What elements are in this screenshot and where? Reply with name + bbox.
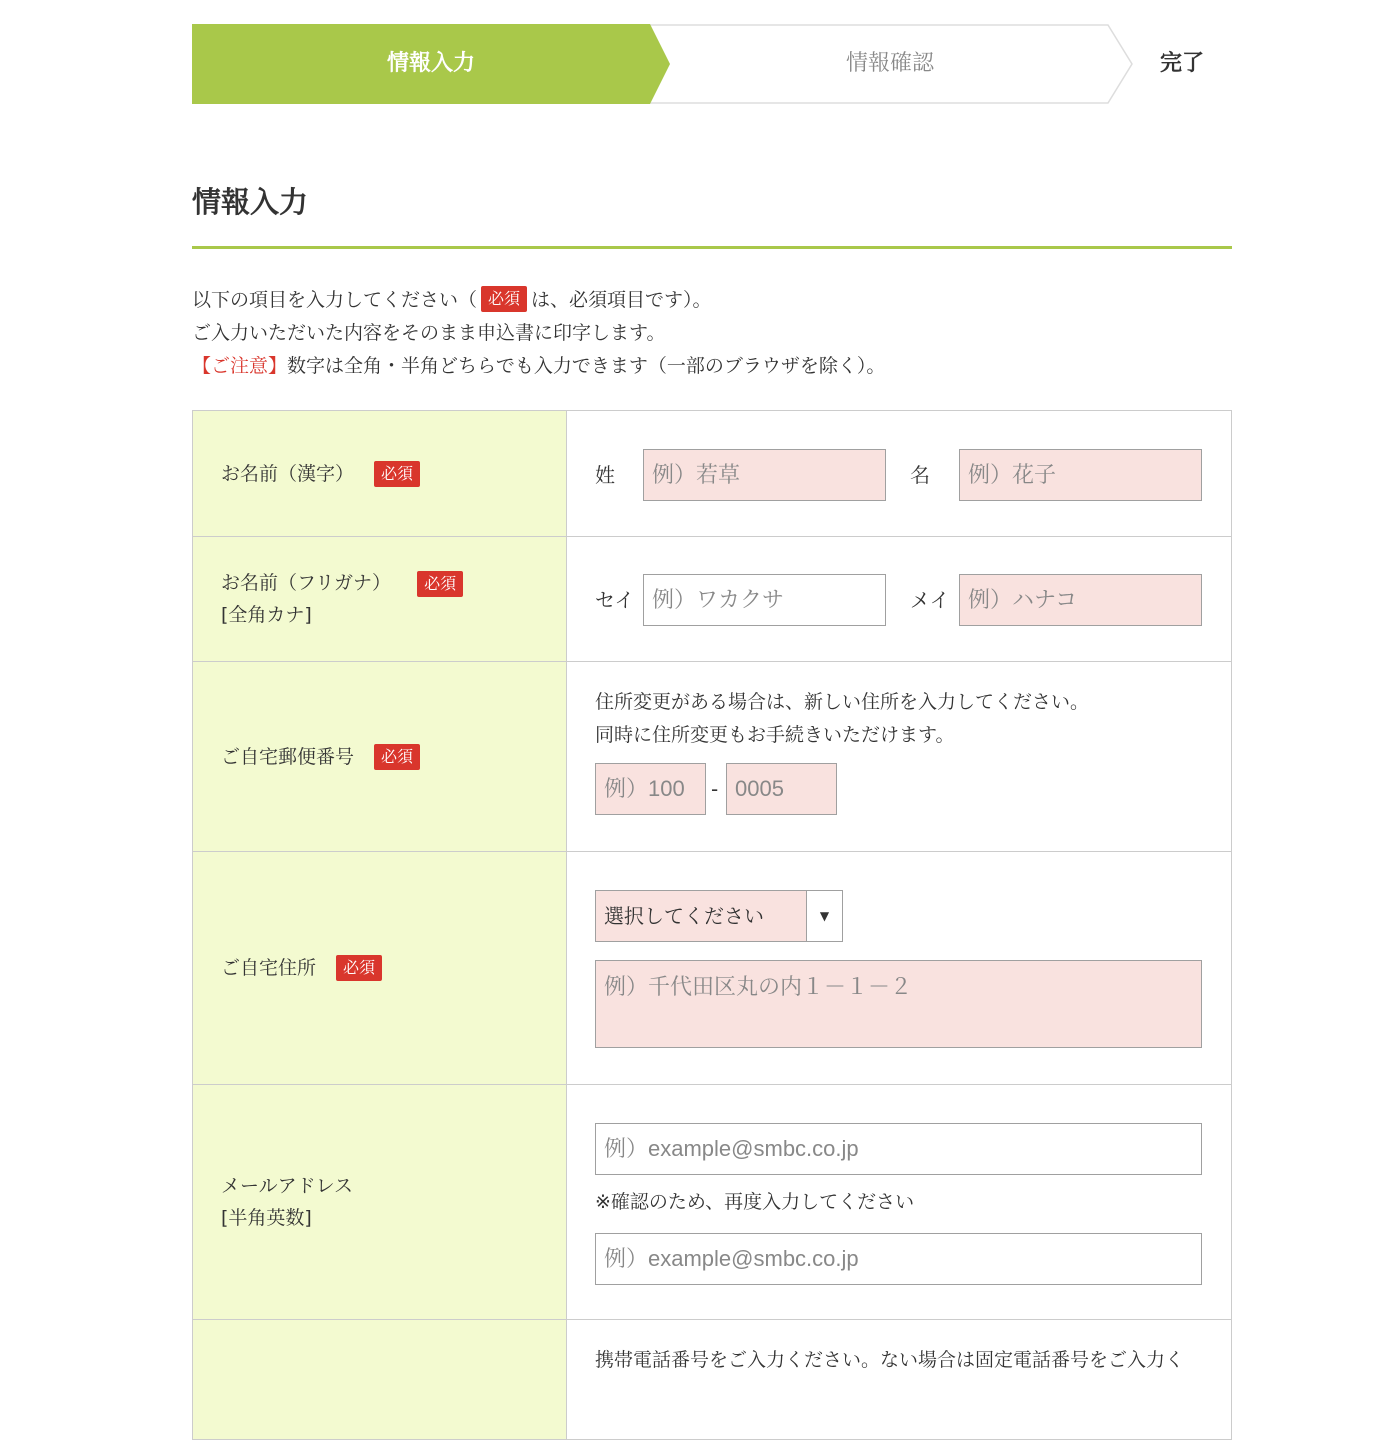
title-divider [192,246,1232,249]
email-input[interactable]: 例）example@smbc.co.jp [595,1123,1202,1175]
step-info-input: 情報入力 [386,51,475,76]
row-label [193,662,567,851]
page-title: 情報入力 [192,185,309,219]
row-label [193,1085,567,1319]
postal-code-part1-input[interactable]: 例）100 [595,763,706,815]
first-name-kana-label: メイ [910,588,950,612]
step-info-confirm: 情報確認 [845,51,934,76]
row-field [567,662,1231,851]
intro-line-1 [192,284,1232,317]
intro-line-3 [192,350,1232,383]
row-name-kana [193,537,1231,662]
postal-separator: - [711,777,719,801]
intro-line-2: ご入力いただいた内容をそのまま申込書に印字します。 [192,322,666,344]
intro-line-1-post: は、必須項目です）。 [531,289,712,311]
address-textarea[interactable]: 例）千代田区丸の内１－１－２ [595,960,1202,1048]
first-name-kanji-input[interactable]: 例）花子 [959,449,1202,501]
row-field [567,1085,1231,1319]
caution-text: 数字は全角・半角どちらでも入力できます（一部のブラウザを除く）。 [287,355,886,377]
row-phone [193,1320,1231,1440]
last-name-label: 姓 [595,463,615,487]
prefecture-select-value: 選択してください [604,904,764,928]
prefecture-select[interactable] [595,890,843,942]
step-complete: 完了 [1159,51,1204,76]
postal-note-1: 住所変更がある場合は、新しい住所を入力してください。 [595,691,1090,713]
row-label [193,411,567,536]
required-badge: 必須 [481,286,527,312]
first-name-kana-input[interactable]: 例）ハナコ [959,574,1202,626]
chevron-down-icon[interactable]: ▼ [806,891,842,941]
phone-note: 携帯電話番号をご入力ください。ない場合は固定電話番号をご入力く [595,1349,1185,1371]
postal-note-2: 同時に住所変更もお手続きいただけます。 [595,724,955,746]
label-text: お名前（フリガナ） [221,572,392,594]
row-address [193,852,1231,1085]
intro-line-1-pre: 以下の項目を入力してください（ [192,289,478,311]
row-label [193,852,567,1084]
label-text: ご自宅住所 [221,957,317,979]
row-name-kanji [193,411,1231,537]
row-field [567,852,1231,1084]
row-field [567,537,1231,661]
required-badge: 必須 [417,571,463,597]
last-name-kana-input[interactable]: 例）ワカクサ [643,574,886,626]
required-badge: 必須 [374,744,420,770]
last-name-kanji-input[interactable]: 例）若草 [643,449,886,501]
row-postal-code [193,662,1231,852]
label-text: ご自宅郵便番号 [221,745,355,768]
caution-label: 【ご注意】 [192,355,288,377]
label-subtext: [半角英数] [221,1207,312,1229]
email-confirm-note: ※確認のため、再度入力してください [595,1191,915,1213]
application-form [192,410,1232,1440]
intro-text [192,284,1232,383]
required-badge: 必須 [336,955,382,981]
label-text: お名前（漢字） [221,462,355,485]
last-name-kana-label: セイ [595,588,635,612]
row-label [193,537,567,661]
label-text: メールアドレス [221,1175,354,1197]
postal-code-part2-input[interactable]: 0005 [726,763,837,815]
row-field [567,411,1231,536]
email-confirm-input[interactable]: 例）example@smbc.co.jp [595,1233,1202,1285]
row-email [193,1085,1231,1320]
label-subtext: [全角カナ] [221,604,312,626]
required-badge: 必須 [374,461,420,487]
progress-stepper [192,24,1232,104]
first-name-label: 名 [910,463,930,487]
